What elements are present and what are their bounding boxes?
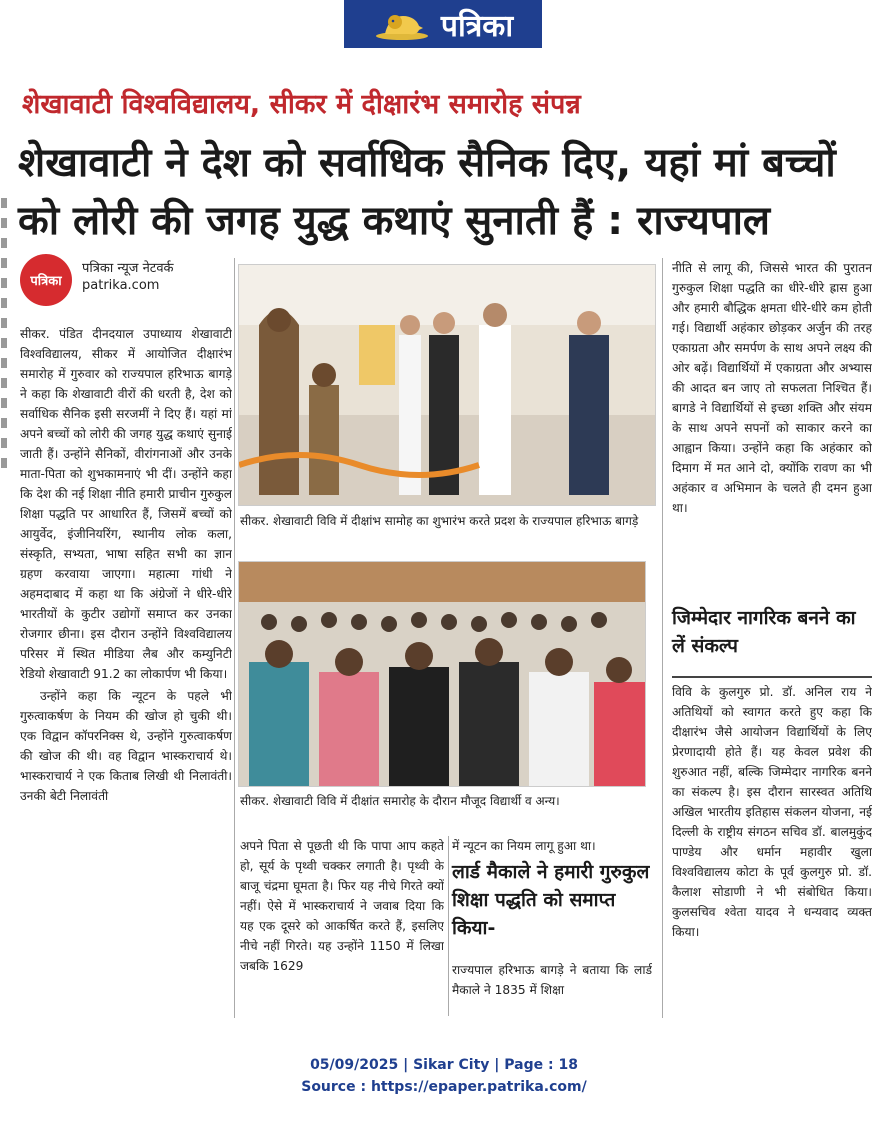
column-1-para-1: सीकर. पंडित दीनदयाल उपाध्याय शेखावाटी विश्वविद्यालय, सीकर में आयोजित दीक्षारंभ समारोह में गुरुवार को राज्यपाल हरिभाऊ बागड़े ने कहा कि शेखावाटी वीरों की धरती है, देश को सर्वाधिक सैनिक इसी सरजमीं ने दिए हैं। यहां मां अपने बच्चों को लोरी की जगह युद्ध कथाएं सुनाई जाती हैं। उन्होंने सैनिकों, वीरांगनाओं और उनके माता-पिता को शुभकामनाएं भी दीं। उन्होंने कहा कि देश की नई शिक्षा नीति हमारी प्राचीन गुरुकुल शिक्षा पद्धति पर आधारित हैं, जिसमें बच्चों को आयुर्वेद, इंजीनियरिंग, स्थानीय लोक कला, संस्कृति, सभ्यता, भाषा सहित सभी का ज्ञान ग्रहण करवाया जाएगा। महात्मा गांधी ने अहमदाबाद में कहा था कि अंग्रेजों ने धीरे-धीरे भारतीयों के कुटीर उद्योगों समाप्त कर उनका रोजगार छीना। इस दौरान उन्होंने विश्वविद्यालय परिसर में स्थित मीडिया लैब और कम्युनिटी रेडियो शेखावाटी 91.2 का लोकार्पण भी किया। [20, 327, 232, 681]
lion-emblem-icon [373, 6, 431, 42]
article-kicker: शेखावाटी विश्वविद्यालय, सीकर में दीक्षारंभ समारोह संपन्न [22, 89, 581, 120]
byline-network: पत्रिका न्यूज नेटवर्क [82, 261, 174, 276]
photo-2-caption: सीकर. शेखावाटी विवि में दीक्षांत समारोह के दौरान मौजूद विद्यार्थी व अन्य। [240, 794, 560, 808]
page-footer [0, 1054, 888, 1098]
footer-source[interactable]: Source : https://epaper.patrika.com/ [301, 1079, 587, 1095]
subhead-macaulay: लार्ड मैकाले ने हमारी गुरुकुल शिक्षा पद्धति को समाप्त किया- [452, 861, 650, 939]
photo-students-audience [238, 561, 646, 787]
adjacent-article-edge [0, 188, 8, 708]
column-3-bottom: राज्यपाल हरिभाऊ बागड़े ने बताया कि लार्ड मैकाले ने 1835 में शिक्षा [452, 963, 652, 997]
column-divider [662, 258, 663, 1018]
subhead-rule [672, 676, 872, 678]
column-2: अपने पिता से पूछती थी कि पापा आप कहते हो, सूर्य के पृथ्वी चक्कर लगाती है। पृथ्वी के बाजू चंद्रमा घूमता है। फिर यह नीचे गिरते क्यों नहीं। ऐसे में भास्कराचार्य ने जवाब दिया कि यह एक दूसरे को आकर्षित करते हैं, इसलिए नीचे नहीं गिरते। यह उन्होंने 1150 में लिखा जबकि 1629 [240, 839, 444, 973]
photo-2-illustration [239, 562, 645, 786]
masthead [344, 0, 542, 48]
byline [20, 254, 240, 310]
column-1 [20, 324, 232, 1024]
subhead-responsible-citizen: जिम्मेदार नागरिक बनने का लें संकल्प [672, 607, 856, 657]
article-clipping [0, 68, 888, 1028]
byline-site: patrika.com [82, 278, 160, 293]
footer-date-page: 05/09/2025 | Sikar City | Page : 18 [310, 1057, 578, 1073]
photo-1-caption: सीकर. शेखावाटी विवि में दीक्षांभ सामोह का शुभारंभ करते प्रदश के राज्यपाल हरिभाऊ बागड़े [240, 514, 639, 528]
column-3-top: में न्यूटन का नियम लागू हुआ था। [452, 839, 596, 853]
column-4: नीति से लागू की, जिससे भारत की पुरातन गुरुकुल शिक्षा पद्धति का धीरे-धीरे ह्रास हुआ और हमारी बौद्धिक क्षमता धीरे-धीरे कम होती गई। विद्यार्थी अहंकार छोड़कर अर्जुन की तरह एकाग्रता और समर्पण के साथ अपने लक्ष्य की ओर बढ़ें। विद्यार्थियों में एकाग्रता और अभ्यास की आदत बन जाए तो सफलता निश्चित हैं। बागडे ने विद्यार्थियों से इच्छा शक्ति और संयम के साथ अपने सपनों को साकार करने का आह्वान किया। उन्होंने कहा कि अहंकार को दिमाग में मत आने दो, क्योंकि रावण का भी अहंकार व अभिमान के चलते ही दमन हुआ था। [672, 261, 872, 515]
photo-governor-inauguration [238, 264, 656, 506]
column-5: विवि के कुलगुरु प्रो. डॉ. अनिल राय ने अतिथियों को स्वागत करते हुए कहा कि दीक्षारंभ जैसे आयोजन विद्यार्थियों के लिए प्रेरणादायी होते हैं। यह केवल प्रवेश की शुरुआत नहीं, बल्कि जिम्मेदार नागरिक बनने का संकल्प है। इस दौरान सारस्वत अतिथि अखिल भारतीय इतिहास संकलन योजना, नई दिल्ली के राष्ट्रीय संगठन सचिव डॉ. बालमुकुंद पाण्डेय और धर्मान महावीर खुला विश्वविद्यालय कोटा के पूर्व कुलगुरु प्रो. डॉ. कैलाश सोडाणी ने भी संबोधित किया। कुलसचिव श्वेता यादव ने धन्यवाद व्यक्त किया। [672, 685, 872, 939]
patrika-badge-icon: पत्रिका [20, 254, 72, 306]
photo-1-illustration [239, 265, 655, 505]
article-headline: शेखावाटी ने देश को सर्वाधिक सैनिक दिए, यहां मां बच्चों को लोरी की जगह युद्ध कथाएं सुनाती हैं : राज्यपाल [18, 140, 836, 244]
column-divider [448, 836, 449, 1016]
column-1-para-2: उन्होंने कहा कि न्यूटन के पहले भी गुरुत्वाकर्षण के नियम की खोज हो चुकी थी। एक विद्वान कॉपरनिक्स थे, उन्होंने गुरुत्वाकर्षण की खोज की थी। वह विद्वान भास्कराचार्य थे। भास्कराचार्य ने एक किताब लिखी थी निलावंती। उनकी बेटी निलावंती [20, 689, 232, 803]
masthead-brand: पत्रिका [440, 8, 514, 44]
column-divider [234, 258, 235, 1018]
